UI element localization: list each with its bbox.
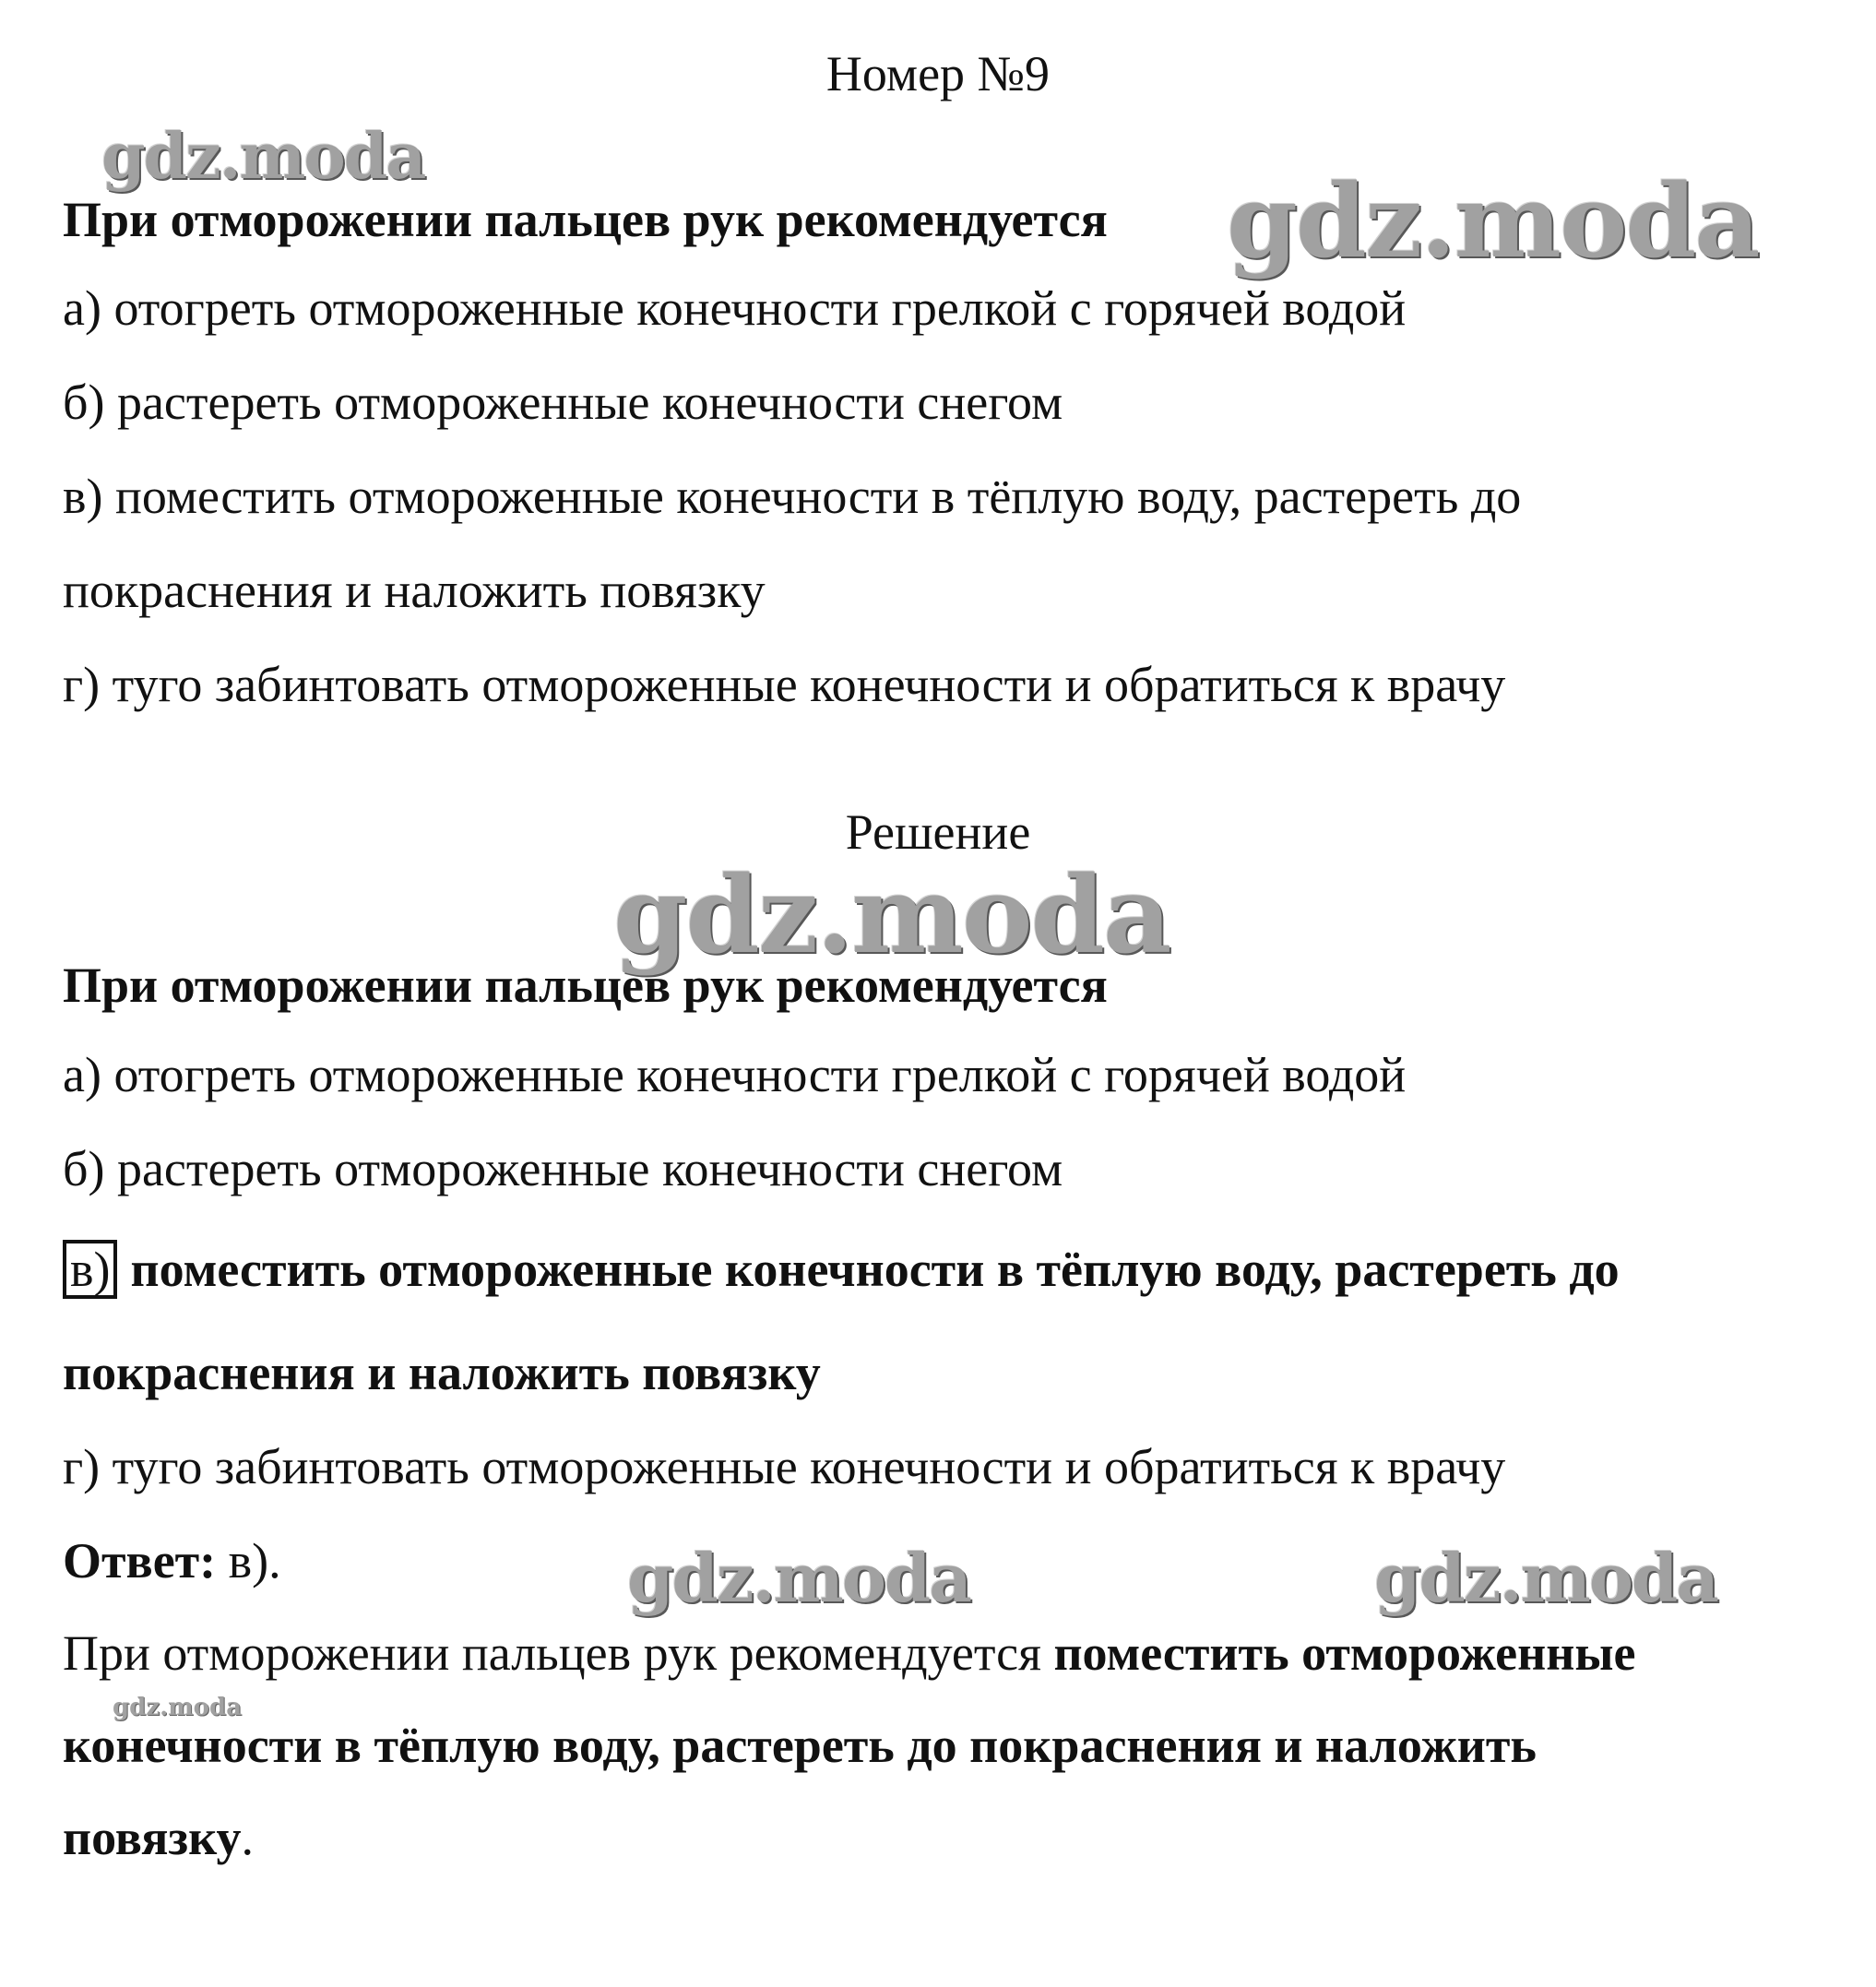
solution-prompt: При отморожении пальцев рук рекомендуется [63,958,1108,1013]
explanation-end: . [241,1810,254,1865]
question-option-v: в) поместить отмороженные конечности в тёплую воду, растереть до [63,469,1522,524]
solution-option-v-continued: покраснения и наложить повязку [63,1345,821,1400]
solution-option-v-correct [63,1240,1620,1299]
watermark: gdz.moda [627,1539,970,1617]
explanation-line-3 [63,1808,254,1867]
answer-line [63,1531,281,1590]
watermark: gdz.moda [1374,1539,1717,1617]
question-option-a: а) отогреть отмороженные конечности грелкой с горячей водой [63,280,1407,336]
question-option-v-continued: покраснения и наложить повязку [63,563,766,618]
watermark: gdz.moda [113,1694,243,1721]
answer-value: в). [228,1533,281,1588]
solution-option-g: г) туго забинтовать отмороженные конечности и обратиться к врачу [63,1439,1506,1494]
page-title: Номер №9 [825,46,1051,101]
solution-option-a: а) отогреть отмороженные конечности грелкой с горячей водой [63,1047,1407,1102]
explanation-bold-1: поместить отмороженные [1053,1625,1636,1681]
explanation-line-2: конечности в тёплую воду, растереть до покраснения и наложить [63,1718,1537,1773]
solution-option-b: б) растереть отмороженные конечности снегом [63,1141,1063,1196]
answer-label: Ответ: [63,1533,217,1588]
watermark: gdz.moda [101,120,425,194]
correct-answer-box: в) [63,1240,117,1299]
watermark: gdz.moda [1227,161,1759,280]
question-option-b: б) растереть отмороженные конечности снегом [63,375,1063,430]
question-prompt: При отморожении пальцев рук рекомендуется [63,192,1108,247]
question-option-g: г) туго забинтовать отмороженные конечности и обратиться к врачу [63,657,1506,712]
explanation-line-1 [63,1624,1635,1683]
correct-answer-text: поместить отмороженные конечности в тёплую воду, растереть до [130,1242,1620,1297]
explanation-plain: При отморожении пальцев рук рекомендуется [63,1625,1041,1681]
explanation-bold-3: повязку [63,1810,242,1865]
watermark: gdz.moda [613,853,1170,978]
solution-heading: Решение [845,804,1031,860]
